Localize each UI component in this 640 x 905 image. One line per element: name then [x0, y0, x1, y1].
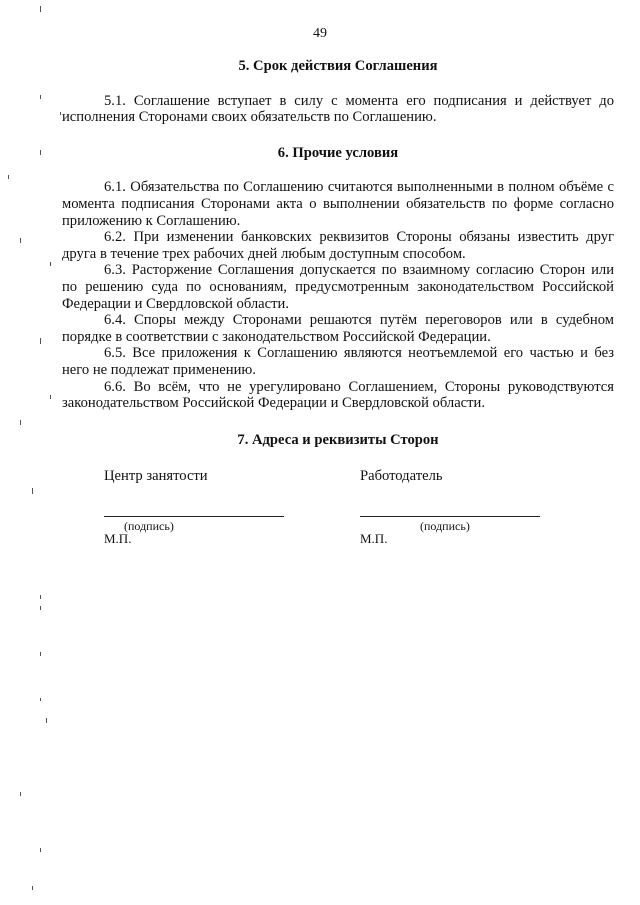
- scan-speck: [40, 848, 41, 852]
- scan-speck: [40, 652, 41, 656]
- scan-speck: [50, 262, 51, 266]
- scan-speck: [40, 338, 41, 344]
- scan-speck: [8, 175, 9, 179]
- section-6-heading: 6. Прочие условия: [277, 144, 399, 161]
- document-body: [62, 58, 614, 548]
- employment-center-signature-line: [104, 516, 284, 517]
- employer-party: [360, 468, 560, 547]
- scan-speck: [40, 95, 41, 99]
- scan-speck: [40, 698, 41, 701]
- clause-6-6: 6.6. Во всём, что не урегулировано Соглашением, Стороны руководствуются законодательством Российской Федерации и Свердловской области.: [62, 378, 614, 412]
- clause-6-5: 6.5. Все приложения к Соглашению являются неотъемлемой его частью и без него не подлежат применению.: [62, 345, 614, 378]
- section-5-heading: 5. Срок действия Соглашения: [238, 58, 438, 74]
- employment-center-party: [104, 468, 304, 547]
- employment-center-stamp-label: М.П.: [104, 531, 132, 547]
- employer-label: Работодатель: [360, 468, 443, 485]
- employment-center-signature-caption: (подпись): [124, 519, 174, 534]
- scan-speck: [32, 488, 33, 494]
- scan-speck: [50, 395, 51, 399]
- employer-stamp-label: М.П.: [360, 531, 388, 547]
- scan-speck: [20, 792, 21, 796]
- clause-6-3: 6.3. Расторжение Соглашения допускается по взаимному согласию Сторон или по решению суда по основаниям, предусмотренным законодательством Российской Федерации и Свердловской области.: [62, 262, 614, 312]
- signature-block: [62, 468, 614, 548]
- scan-speck: [60, 112, 61, 115]
- employer-signature-line: [360, 516, 540, 517]
- clause-6-4: 6.4. Споры между Сторонами решаются путём переговоров или в судебном порядке в соответствии с законодательством Российской Федерации.: [62, 312, 614, 345]
- scan-speck: [40, 150, 41, 155]
- scan-speck: [46, 718, 47, 723]
- clause-6-2: 6.2. При изменении банковских реквизитов Стороны обязаны известить друг друга в течение трех рабочих дней любым доступным способом.: [62, 229, 614, 262]
- clause-5-1: 5.1. Соглашение вступает в силу с момента его подписания и действует до исполнения Сторонами своих обязательств по Соглашению.: [62, 92, 614, 126]
- page-number: 49: [313, 26, 327, 41]
- scan-speck: [32, 886, 33, 890]
- scan-speck: [40, 595, 41, 599]
- scan-speck: [20, 420, 21, 425]
- employer-signature-caption: (подпись): [420, 519, 470, 534]
- section-7-heading: 7. Адреса и реквизиты Сторон: [237, 431, 439, 448]
- scan-speck: [40, 606, 41, 610]
- employment-center-label: Центр занятости: [104, 468, 208, 485]
- clause-6-1: 6.1. Обязательства по Соглашению считаются выполненными в полном объёме с момента подписания Сторонами акта о выполнении обязательств по форме согласно приложению к Соглашению.: [62, 179, 614, 229]
- scan-speck: [20, 238, 21, 243]
- scan-speck: [40, 6, 41, 12]
